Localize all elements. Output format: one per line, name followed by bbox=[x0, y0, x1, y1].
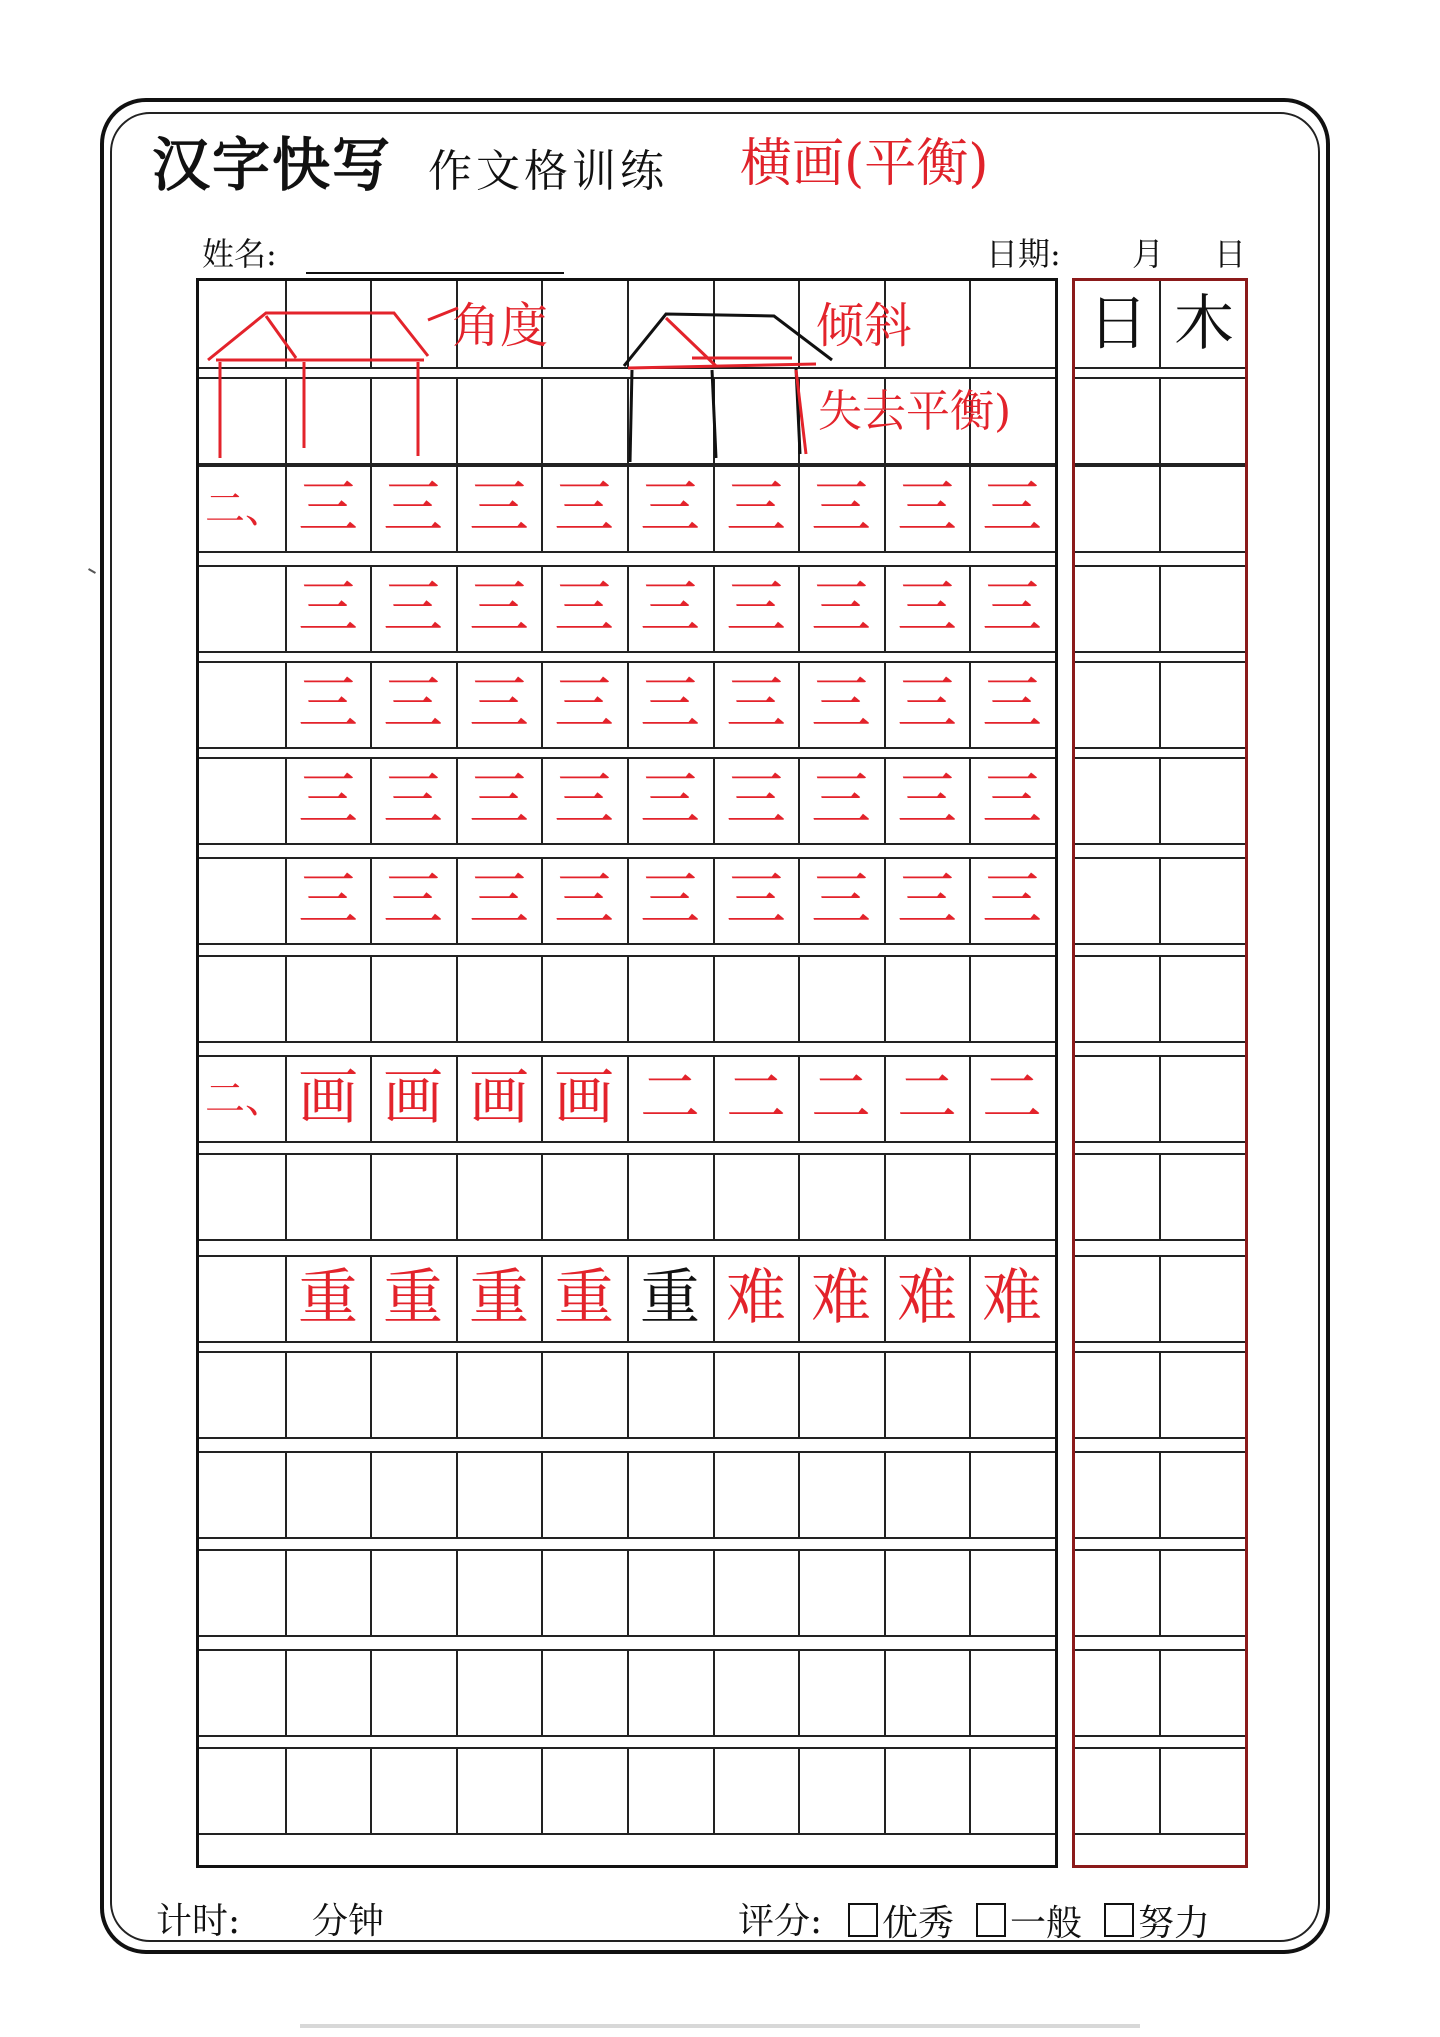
grid-line bbox=[370, 1351, 372, 1437]
grid-line bbox=[1159, 857, 1161, 943]
grid-line bbox=[199, 1537, 1055, 1539]
grid-line bbox=[1159, 465, 1161, 551]
grid-line bbox=[969, 955, 971, 1041]
paper-edge bbox=[300, 2024, 1140, 2028]
grid-line bbox=[713, 955, 715, 1041]
practice-char: 三 bbox=[298, 865, 358, 935]
bad-house-drawing bbox=[624, 314, 832, 462]
practice-char: 三 bbox=[982, 573, 1042, 643]
practice-char: 重 bbox=[640, 1263, 700, 1333]
practice-char: 三 bbox=[298, 669, 358, 739]
grid-line bbox=[884, 1351, 886, 1437]
practice-char: 三 bbox=[982, 865, 1042, 935]
practice-char: 三 bbox=[383, 865, 443, 935]
practice-char: 三 bbox=[554, 669, 614, 739]
grid-line bbox=[285, 1747, 287, 1833]
grid-line bbox=[456, 1649, 458, 1735]
practice-char: 三 bbox=[298, 573, 358, 643]
practice-char: 三 bbox=[469, 865, 529, 935]
practice-char: 三 bbox=[640, 865, 700, 935]
practice-char: 三 bbox=[897, 765, 957, 835]
practice-char: 二 bbox=[982, 1063, 1042, 1133]
grid-line bbox=[713, 1451, 715, 1537]
practice-char: 三 bbox=[640, 669, 700, 739]
grid-line bbox=[285, 1649, 287, 1735]
grid-line bbox=[1159, 377, 1161, 463]
practice-char: 二 bbox=[897, 1063, 957, 1133]
practice-char: 难 bbox=[811, 1263, 871, 1333]
grid-line bbox=[199, 1735, 1055, 1737]
writing-grid bbox=[196, 278, 1058, 1868]
grid-line bbox=[199, 651, 1055, 653]
practice-char: 难 bbox=[982, 1263, 1042, 1333]
option-label-average: 一般 bbox=[1010, 1902, 1083, 1944]
grid-line bbox=[1159, 1649, 1161, 1735]
grid-line bbox=[798, 955, 800, 1041]
practice-char: 难 bbox=[897, 1263, 957, 1333]
practice-char: 画 bbox=[298, 1063, 358, 1133]
unbalanced-note: 失去平衡) bbox=[818, 386, 1012, 437]
grid-line bbox=[1159, 1255, 1161, 1341]
practice-char: 三 bbox=[982, 669, 1042, 739]
grid-line bbox=[456, 1351, 458, 1437]
grid-line bbox=[285, 1351, 287, 1437]
grid-line bbox=[1075, 651, 1245, 653]
grid-line bbox=[541, 1351, 543, 1437]
brand-title: 汉字快写 bbox=[152, 131, 393, 199]
practice-char: 二 bbox=[640, 1063, 700, 1133]
grid-line bbox=[1075, 1537, 1245, 1539]
practice-char: 三 bbox=[554, 765, 614, 835]
grid-line bbox=[627, 955, 629, 1041]
grid-line bbox=[370, 1649, 372, 1735]
practice-char: 三 bbox=[897, 669, 957, 739]
practice-char: 画 bbox=[383, 1063, 443, 1133]
grid-line bbox=[370, 1451, 372, 1537]
practice-char: 三 bbox=[897, 573, 957, 643]
practice-char: 三 bbox=[469, 669, 529, 739]
grid-line bbox=[1159, 1055, 1161, 1141]
grid-line bbox=[713, 1649, 715, 1735]
grid-line bbox=[199, 551, 1055, 553]
grid-line bbox=[1159, 757, 1161, 843]
grid-line bbox=[199, 1833, 1055, 1835]
grid-line bbox=[456, 955, 458, 1041]
grid-line bbox=[285, 1451, 287, 1537]
grid-line bbox=[1159, 1351, 1161, 1437]
practice-char: 三 bbox=[726, 865, 786, 935]
margin-mark bbox=[88, 568, 96, 574]
grid-line bbox=[199, 1635, 1055, 1637]
grid-line bbox=[1075, 943, 1245, 945]
grid-line bbox=[798, 1351, 800, 1437]
practice-char: 三 bbox=[383, 669, 443, 739]
practice-char: 三 bbox=[469, 765, 529, 835]
practice-char: 三 bbox=[469, 573, 529, 643]
row-label: 二、 bbox=[205, 486, 285, 532]
practice-char: 三 bbox=[298, 765, 358, 835]
practice-char: 三 bbox=[726, 765, 786, 835]
timer-unit: 分钟 bbox=[312, 1901, 385, 1942]
grid-line bbox=[627, 1153, 629, 1239]
grid-line bbox=[1075, 1635, 1245, 1637]
grid-line bbox=[1075, 747, 1245, 749]
side-model-char: 木 bbox=[1174, 289, 1234, 359]
grid-line bbox=[541, 1649, 543, 1735]
practice-char: 三 bbox=[811, 473, 871, 543]
grid-line bbox=[1075, 843, 1245, 845]
practice-char: 三 bbox=[811, 573, 871, 643]
grid-line bbox=[713, 1747, 715, 1833]
grid-line bbox=[1159, 1451, 1161, 1537]
grid-line bbox=[798, 1153, 800, 1239]
grid-line bbox=[969, 1351, 971, 1437]
practice-char: 难 bbox=[726, 1263, 786, 1333]
practice-char: 画 bbox=[469, 1063, 529, 1133]
grid-line bbox=[1075, 1141, 1245, 1143]
practice-char: 三 bbox=[298, 473, 358, 543]
grid-line bbox=[884, 955, 886, 1041]
grid-line bbox=[1159, 955, 1161, 1041]
practice-char: 三 bbox=[811, 865, 871, 935]
checkbox-excellent[interactable] bbox=[848, 1903, 878, 1937]
grid-line bbox=[627, 1747, 629, 1833]
grid-line bbox=[456, 1451, 458, 1537]
grid-line bbox=[798, 1747, 800, 1833]
grid-line bbox=[370, 955, 372, 1041]
grid-line bbox=[370, 1549, 372, 1635]
grid-line bbox=[1159, 1549, 1161, 1635]
grid-line bbox=[1075, 1833, 1245, 1835]
practice-char: 三 bbox=[554, 865, 614, 935]
score-option-average[interactable] bbox=[976, 1900, 1083, 1944]
grid-line bbox=[541, 1747, 543, 1833]
score-label: 评分: bbox=[738, 1901, 823, 1942]
practice-char: 三 bbox=[897, 473, 957, 543]
grid-line bbox=[541, 1451, 543, 1537]
grid-line bbox=[541, 1549, 543, 1635]
grid-line bbox=[199, 1437, 1055, 1439]
grid-line bbox=[541, 1153, 543, 1239]
grid-line bbox=[1075, 1341, 1245, 1343]
grid-line bbox=[1075, 367, 1245, 369]
grid-line bbox=[969, 1747, 971, 1833]
grid-line bbox=[798, 1451, 800, 1537]
grid-line bbox=[798, 1549, 800, 1635]
grid-line bbox=[969, 1649, 971, 1735]
grid-line bbox=[884, 1451, 886, 1537]
grid-line bbox=[1159, 565, 1161, 651]
good-house-drawing bbox=[208, 308, 458, 458]
practice-char: 三 bbox=[897, 865, 957, 935]
practice-char: 三 bbox=[640, 573, 700, 643]
grid-line bbox=[884, 1549, 886, 1635]
grid-line bbox=[199, 747, 1055, 749]
practice-char: 三 bbox=[640, 765, 700, 835]
practice-char: 重 bbox=[383, 1263, 443, 1333]
practice-char: 重 bbox=[298, 1263, 358, 1333]
grid-line bbox=[969, 1451, 971, 1537]
grid-line bbox=[199, 1041, 1055, 1043]
grid-line bbox=[713, 1351, 715, 1437]
practice-char: 三 bbox=[811, 669, 871, 739]
practice-char: 三 bbox=[982, 473, 1042, 543]
grid-line bbox=[627, 1451, 629, 1537]
grid-line bbox=[285, 1549, 287, 1635]
grid-line bbox=[1075, 1239, 1245, 1241]
grid-line bbox=[713, 1153, 715, 1239]
side-practice-column bbox=[1072, 278, 1248, 1868]
side-model-char: 日 bbox=[1088, 289, 1148, 359]
grid-line bbox=[627, 1549, 629, 1635]
day-label: 日 bbox=[1214, 235, 1247, 273]
score-option-effort[interactable] bbox=[1104, 1900, 1211, 1944]
practice-char: 三 bbox=[383, 573, 443, 643]
grid-line bbox=[969, 1549, 971, 1635]
score-option-excellent[interactable] bbox=[848, 1900, 955, 1944]
option-label-excellent: 优秀 bbox=[882, 1902, 955, 1944]
name-input-line[interactable] bbox=[306, 272, 564, 274]
practice-char: 三 bbox=[383, 473, 443, 543]
balance-diagram bbox=[196, 278, 1058, 468]
grid-line bbox=[1075, 1437, 1245, 1439]
practice-char: 重 bbox=[469, 1263, 529, 1333]
practice-char: 三 bbox=[811, 765, 871, 835]
practice-char: 三 bbox=[554, 473, 614, 543]
practice-char: 重 bbox=[554, 1263, 614, 1333]
grid-line bbox=[884, 1747, 886, 1833]
practice-char: 三 bbox=[726, 573, 786, 643]
grid-line bbox=[969, 1153, 971, 1239]
grid-line bbox=[456, 1549, 458, 1635]
grid-line bbox=[1075, 551, 1245, 553]
grid-line bbox=[199, 1239, 1055, 1241]
name-label: 姓名: bbox=[202, 235, 277, 273]
grid-line bbox=[541, 955, 543, 1041]
row-label: 二、 bbox=[205, 1076, 285, 1122]
angle-note: 角度 bbox=[452, 298, 549, 354]
grid-line bbox=[1075, 1735, 1245, 1737]
practice-char: 二 bbox=[811, 1063, 871, 1133]
grid-line bbox=[456, 1747, 458, 1833]
timer-label: 计时: bbox=[156, 1901, 241, 1942]
grid-line bbox=[1075, 1041, 1245, 1043]
grid-line bbox=[199, 843, 1055, 845]
practice-char: 三 bbox=[726, 669, 786, 739]
grid-line bbox=[199, 1341, 1055, 1343]
grid-line bbox=[884, 1153, 886, 1239]
worksheet-subtitle: 作文格训练 bbox=[428, 146, 668, 197]
practice-char: 三 bbox=[383, 765, 443, 835]
month-label: 月 bbox=[1132, 235, 1165, 273]
practice-char: 画 bbox=[554, 1063, 614, 1133]
grid-line bbox=[627, 1649, 629, 1735]
grid-line bbox=[199, 1141, 1055, 1143]
checkbox-effort[interactable] bbox=[1104, 1903, 1134, 1937]
tilt-note: 倾斜 bbox=[816, 298, 913, 354]
grid-line bbox=[1159, 1747, 1161, 1833]
practice-char: 三 bbox=[554, 573, 614, 643]
practice-char: 三 bbox=[640, 473, 700, 543]
checkbox-average[interactable] bbox=[976, 1903, 1006, 1937]
practice-char: 二 bbox=[726, 1063, 786, 1133]
grid-line bbox=[1159, 1153, 1161, 1239]
grid-line bbox=[370, 1153, 372, 1239]
grid-line bbox=[713, 1549, 715, 1635]
grid-line bbox=[199, 943, 1055, 945]
grid-line bbox=[285, 955, 287, 1041]
practice-char: 三 bbox=[726, 473, 786, 543]
grid-line bbox=[456, 1153, 458, 1239]
practice-char: 三 bbox=[469, 473, 529, 543]
grid-line bbox=[627, 1351, 629, 1437]
lesson-topic: 横画(平衡) bbox=[740, 134, 989, 194]
grid-line bbox=[798, 1649, 800, 1735]
date-label: 日期: bbox=[986, 235, 1061, 273]
option-label-effort: 努力 bbox=[1138, 1902, 1211, 1944]
grid-line bbox=[884, 1649, 886, 1735]
practice-char: 三 bbox=[982, 765, 1042, 835]
grid-line bbox=[285, 1153, 287, 1239]
grid-line bbox=[1159, 661, 1161, 747]
grid-line bbox=[370, 1747, 372, 1833]
